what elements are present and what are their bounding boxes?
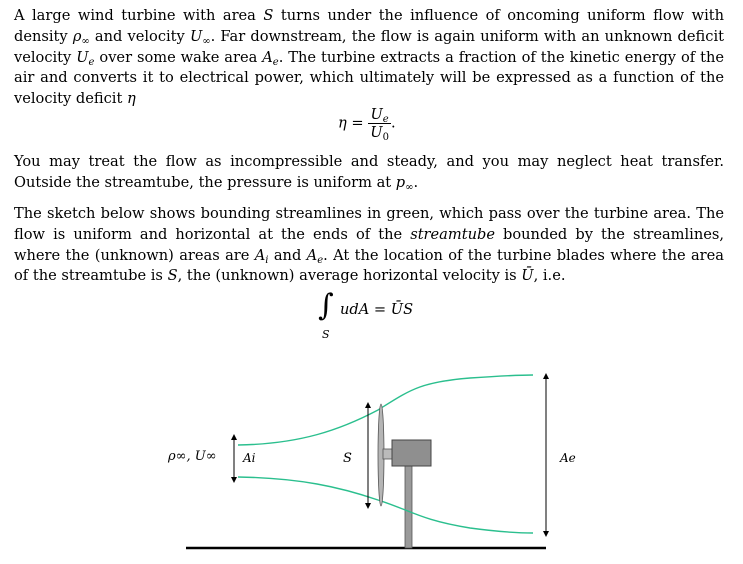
efficiency-equation: η = $\frac{U_e}{U_0}$ . [338, 106, 396, 143]
upper-streamline [238, 375, 533, 445]
integral-sign: ∫ [318, 288, 334, 323]
sketch-description-paragraph: The sketch below shows bounding streamlines in green, which pass over the turbine area. The flow is uniform and horizontal at the ends of the streamtube bounded by the streamlines, where the (unknown) areas are $A_i$ and $A_e$. At the location of the turbine blades where the area of the streamtube is S, the (unknown) average horizontal velocity is Ū, i.e. [14, 205, 724, 285]
integral-expression: udA = ŪS [340, 301, 414, 318]
turbine-tower [405, 465, 412, 548]
integral-domain: S [322, 328, 330, 341]
lower-streamline [238, 477, 533, 533]
intro-paragraph: A large wind turbine with area S turns under the influence of oncoming uniform flow with density $\rho_\infty$ and velocity $U_\infty$. Far downstream, the flow is again uniform with an unknown deficit velocity $U_e$ over some wake area $A_e$. The turbine extracts a fraction of the kinetic energy of the air and converts it to electrical power, which ultimately will be expressed as a function of the velocity deficit η [14, 7, 724, 108]
assumptions-paragraph: You may treat the flow as incompressible and steady, and you may neglect heat transfer. Outside the streamtube, the pressure is uniform at $p_\infty$. [14, 153, 724, 193]
inlet-area-label: Ai [243, 451, 256, 465]
rotor-area-label: S [343, 451, 352, 466]
inflow-label: ρ∞, U∞ [168, 449, 217, 464]
turbine-nacelle [392, 440, 431, 466]
wake-area-label: Ae [560, 451, 576, 465]
